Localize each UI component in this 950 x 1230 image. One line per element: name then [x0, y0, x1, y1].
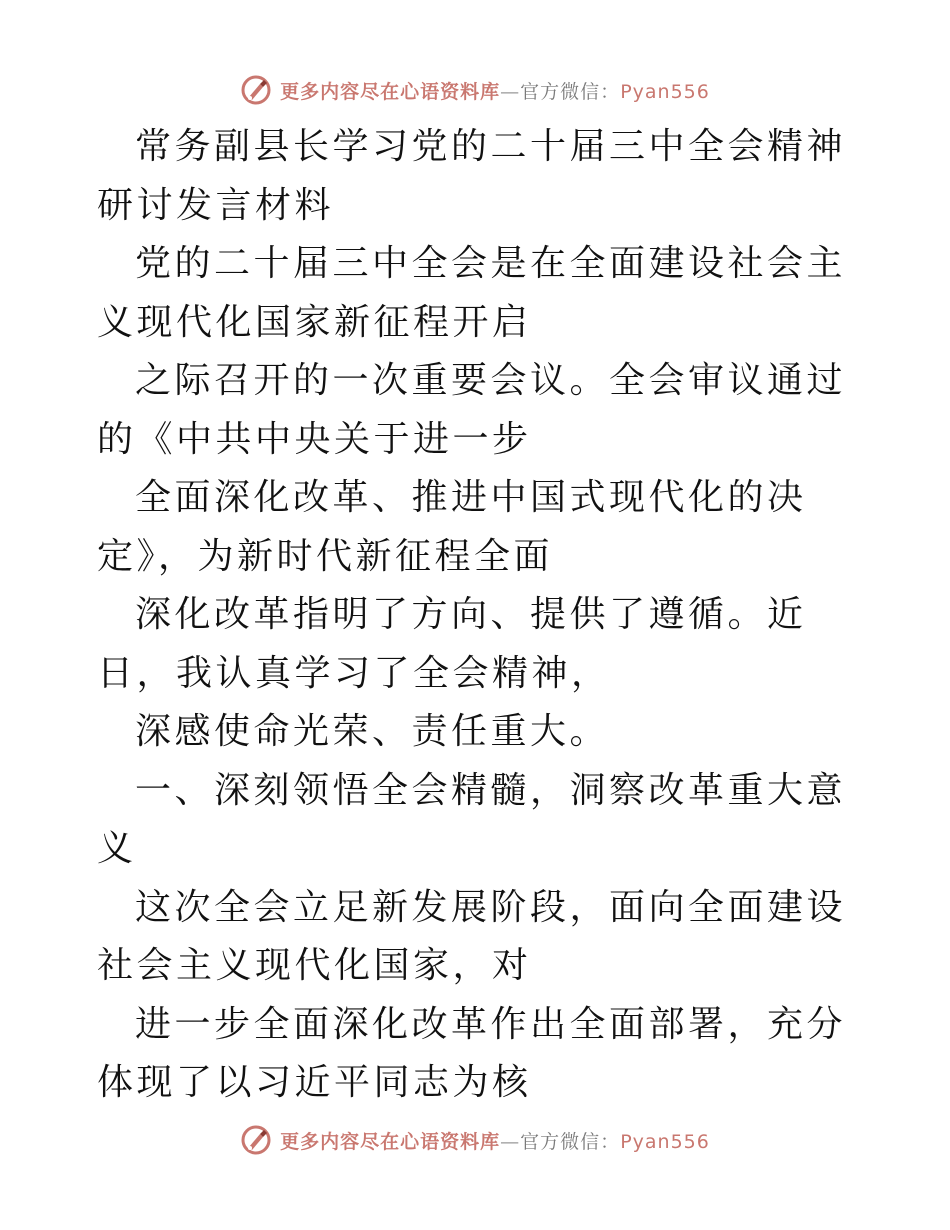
pen-circle-logo-icon — [240, 1124, 272, 1156]
paragraph: 这次全会立足新发展阶段，面向全面建设社会主义现代化国家，对 — [97, 886, 847, 986]
banner-dash: — — [500, 1130, 521, 1153]
banner-dash: — — [500, 80, 521, 103]
header-banner-text — [280, 77, 710, 104]
header-banner — [0, 70, 950, 110]
document-body — [97, 118, 857, 1113]
pen-circle-logo-icon — [240, 74, 272, 106]
footer-banner — [0, 1120, 950, 1160]
footer-banner-text — [280, 1127, 710, 1154]
paragraph: 全面深化改革、推进中国式现代化的决定》，为新时代新征程全面 — [97, 477, 807, 577]
document-title: 常务副县长学习党的二十届三中全会精神研讨发言材料 — [97, 126, 847, 226]
banner-lead: 更多内容尽在心语资料库 — [280, 1130, 501, 1153]
paragraph: 之际召开的一次重要会议。全会审议通过的《中共中央关于进一步 — [97, 360, 847, 460]
banner-tail: 官方微信： — [520, 1130, 621, 1153]
paragraph: 深感使命光荣、责任重大。 — [135, 711, 610, 752]
paragraph: 深化改革指明了方向、提供了遵循。近日，我认真学习了全会精神， — [97, 594, 807, 694]
banner-lead: 更多内容尽在心语资料库 — [280, 80, 501, 103]
paragraph: 党的二十届三中全会是在全面建设社会主义现代化国家新征程开启 — [97, 243, 847, 343]
paragraph: 进一步全面深化改革作出全面部署，充分体现了以习近平同志为核 — [97, 1003, 847, 1103]
banner-wechat-id: Pyan556 — [620, 1130, 710, 1153]
banner-wechat-id: Pyan556 — [620, 80, 710, 103]
section-heading: 一、深刻领悟全会精髓，洞察改革重大意义 — [97, 769, 847, 869]
banner-tail: 官方微信： — [520, 80, 621, 103]
